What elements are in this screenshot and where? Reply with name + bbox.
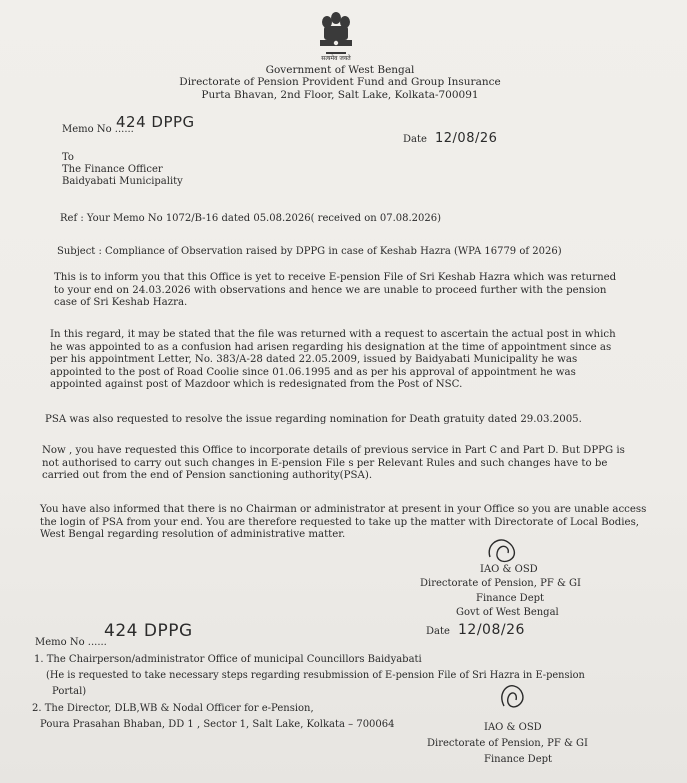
memo-number-handwritten: 424 DPPG — [116, 113, 195, 131]
paragraph-5: You have also informed that there is no Chairman or administrator at present in your Office so you are unable access the login of PSA from your end. You are therefore requested to take up the matter with Directorate of Local Bodies, West Bengal regarding resolution of administrative matter. — [40, 504, 647, 541]
paragraph-4: Now , you have requested this Office to incorporate details of previous service in Part C and Part D. But DPPG is not authorised to carry out such changes in E-pension File s per Relevant Rules and such changes have to be carried out from the end of Pension sanctioning authority(PSA). — [42, 445, 625, 482]
signature-2-line3: Finance Dept — [484, 754, 553, 765]
copy-item-1-line3: Portal) — [52, 686, 87, 697]
addressee-line1: The Finance Officer — [62, 164, 163, 175]
signature-2-line2: Directorate of Pension, PF & GI — [427, 738, 588, 749]
copy-item-1-line1: 1. The Chairperson/administrator Office of municipal Councillors Baidyabati — [34, 654, 422, 665]
paragraph-3: PSA was also requested to resolve the issue regarding nomination for Death gratuity dated 29.03.2005. — [45, 414, 582, 425]
copy-item-1-line2: (He is requested to take necessary steps regarding resubmission of E-pension File of Sri Hazra in E-pension — [46, 670, 585, 681]
copy-item-2-line1: 2. The Director, DLB,WB & Nodal Officer for e-Pension, — [32, 703, 314, 714]
date-label: Date — [403, 134, 427, 145]
signature-1-line4: Govt of West Bengal — [456, 607, 559, 618]
signature-1-designation: IAO & OSD — [480, 564, 538, 575]
subject-line: Subject : Compliance of Observation raised by DPPG in case of Keshab Hazra (WPA 16779 of 2026) — [57, 246, 562, 257]
addressee-line2: Baidyabati Municipality — [62, 176, 183, 187]
header-directorate: Directorate of Pension Provident Fund and Group Insurance — [179, 76, 501, 88]
memo-2-label: Memo No ...... — [35, 637, 107, 648]
signature-1-line3: Finance Dept — [476, 593, 545, 604]
memo-2-date-label: Date — [426, 626, 450, 637]
paragraph-2: In this regard, it may be stated that the file was returned with a request to ascertain the actual post in which he was appointed to as a confusion had arisen regarding his designation at the time of appointment since as per his appointment Letter, No. 383/A-28 dated 22.05.2009, issued by Baidyabati Municipality he was appointed to the post of Road Coolie since 01.06.1995 and as per his approval of appointment he was appointed against post of Mazdoor which is redesignated from the Post of NSC. — [50, 329, 616, 391]
signature-1-line2: Directorate of Pension, PF & GI — [420, 578, 581, 589]
memo-2-number-handwritten: 424 DPPG — [104, 621, 193, 641]
header-government: Government of West Bengal — [265, 64, 415, 76]
signature-1-icon — [484, 535, 524, 565]
memo-2-date-handwritten: 12/08/26 — [458, 622, 525, 638]
paragraph-1: This is to inform you that this Office is yet to receive E-pension File of Sri Keshab Hazra which was returned to your end on 24.03.2026 with observations and hence we are unable to proceed further with the pension case of Sri Keshab Hazra. — [54, 272, 617, 309]
emblem-caption: सत्यमेव जयते — [321, 55, 351, 62]
copy-item-2-line2: Poura Prasahan Bhaban, DD 1 , Sector 1, Salt Lake, Kolkata – 700064 — [40, 719, 395, 730]
memo-label: Memo No ...... — [62, 124, 134, 135]
header-address: Purta Bhavan, 2nd Floor, Salt Lake, Kolkata-700091 — [201, 89, 479, 101]
signature-2-icon — [496, 680, 530, 712]
signature-2-designation: IAO & OSD — [484, 722, 542, 733]
reference-line: Ref : Your Memo No 1072/B-16 dated 05.08.2026( received on 07.08.2026) — [60, 213, 442, 224]
addressee-to: To — [62, 152, 74, 163]
date-handwritten: 12/08/26 — [435, 131, 498, 146]
